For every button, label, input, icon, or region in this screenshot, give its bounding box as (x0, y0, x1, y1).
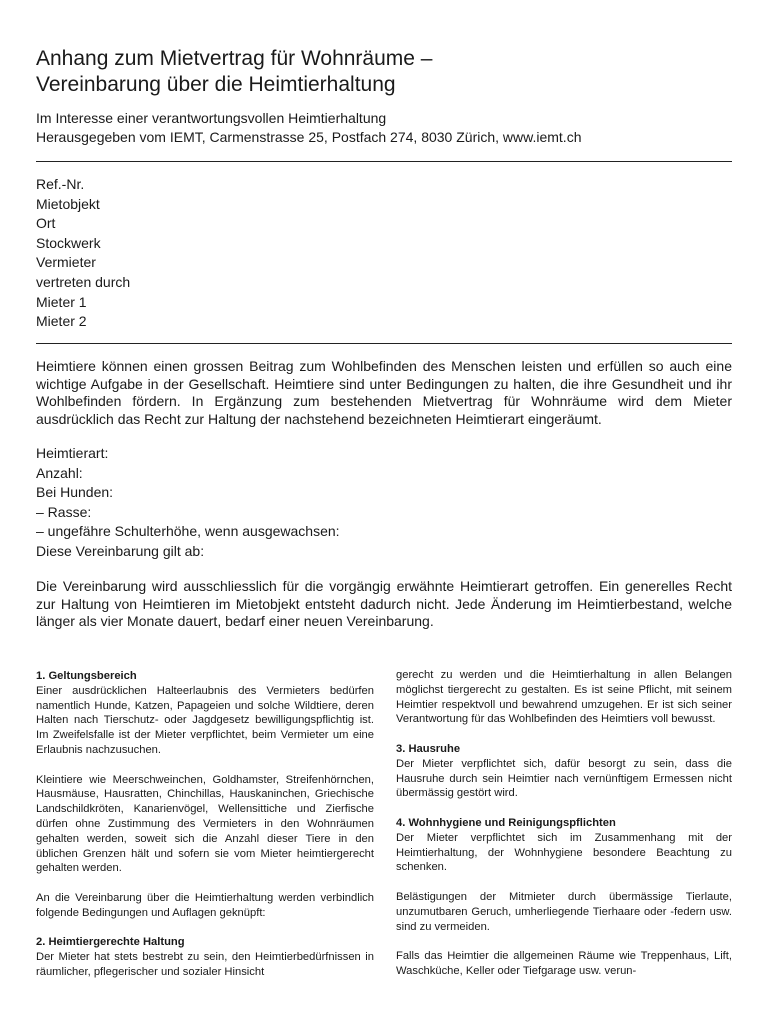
field-mieter-2: Mieter 2 (36, 313, 87, 330)
field-mieter-1: Mieter 1 (36, 293, 87, 310)
title-line-2: Vereinbarung über die Heimtierhaltung (36, 73, 396, 96)
section-1-paragraph-2: Kleintiere wie Meerschweinchen, Goldhamster, Streifenhörnchen, Hausmäuse, Hausratten, Chinchillas, Hauskaninchen, Griechische Landschildkröten, Kanarienvögel, Wellensittiche und Zierfische dürfen ohne Zustimmung des Vermieters in den Wohnräumen gehalten werden, soweit sich die Anzahl dieser Tiere in den üblichen Grenzen hält und sofern sie vom Mieter heimtiergerecht gehalten werden. (36, 773, 374, 875)
subtitle-line-1: Im Interesse einer verantwortungsvollen Heimtierhaltung (36, 110, 387, 126)
divider-middle (36, 343, 732, 344)
field-mietobjekt: Mietobjekt (36, 195, 100, 212)
document-title (36, 46, 432, 98)
section-1-heading: 1. Geltungsbereich (36, 670, 137, 682)
field-bei-hunden: Bei Hunden: (36, 484, 114, 501)
field-heimtierart: Heimtierart: (36, 445, 109, 461)
document-subtitle (36, 109, 581, 147)
field-ref-nr: Ref.-Nr. (36, 176, 85, 192)
contract-fields (36, 175, 130, 332)
field-stockwerk: Stockwerk (36, 234, 101, 251)
section-4-paragraph-3: Falls das Heimtier die allgemeinen Räume wie Treppenhaus, Lift, Waschküche, Keller oder Tiefgarage usw. verun- (396, 950, 732, 977)
title-line-1: Anhang zum Mietvertrag für Wohnräume – (36, 47, 433, 70)
terms-column-right (396, 668, 732, 994)
intro-paragraph: Heimtiere können einen grossen Beitrag zum Wohlbefinden des Menschen leisten und erfüllen so auch eine wichtige Aufgabe in der Gesellschaft. Heimtiere sind unter Bedingungen zu halten, die ihre Gesundheit und ihr Wohlbefinden fördern. In Ergänzung zum bestehenden Mietvertrag für Wohnräume wird dem Mieter ausdrücklich das Recht zur Haltung der nachstehend bezeichneten Heimtierart eingeräumt. (36, 358, 732, 427)
section-4-heading: 4. Wohnhygiene und Reinigungspflichten (396, 816, 616, 829)
field-rasse: – Rasse: (36, 503, 92, 520)
section-3-heading: 3. Hausruhe (396, 742, 461, 755)
field-schulterhoehe: – ungefähre Schulterhöhe, wenn ausgewachsen: (36, 523, 340, 540)
publisher-line: Herausgegeben vom IEMT, Carmenstrasse 25, Postfach 274, 8030 Zürich, www.iemt.ch (36, 129, 582, 145)
field-gilt-ab: Diese Vereinbarung gilt ab: (36, 542, 205, 559)
field-ort: Ort (36, 215, 56, 232)
divider-top (36, 161, 732, 162)
scope-paragraph: Die Vereinbarung wird ausschliesslich für die vorgängig erwähnte Heimtierart getroffen. Ein generelles Recht zur Haltung von Heimtieren im Mietobjekt entsteht dadurch nicht. Jede Änderung im Heimtierbestand, welche länger als vier Monate dauert, bedarf einer neuen Vereinbarung. (36, 578, 732, 629)
field-vermieter: Vermieter (36, 254, 96, 271)
section-2-heading: 2. Heimtiergerechte Haltung (36, 936, 185, 949)
section-2-paragraph-1-start: Der Mieter hat stets bestrebt zu sein, den Heimtierbedürfnissen in räumlicher, pflegerischer und sozialer Hinsicht (36, 951, 374, 978)
section-1-paragraph-3: An die Vereinbarung über die Heimtierhaltung werden verbindlich folgende Bedingungen und Auflagen geknüpft: (36, 891, 374, 919)
section-4-paragraph-1: Der Mieter verpflichtet sich im Zusammenhang mit der Heimtierhaltung, der Wohnhygiene besondere Beachtung zu schenken. (396, 831, 732, 874)
pet-fields (36, 444, 340, 562)
section-2-paragraph-1-continued: gerecht zu werden und die Heimtierhaltung in allen Belangen möglichst tiergerecht zu gestalten. Es ist seine Pflicht, mit seinem Heimtier respektvoll und bewahrend umzugehen. Er ist sich seiner Verantwortung für das Wohlbefinden des Heimtiers voll bewusst. (396, 669, 732, 726)
section-4-paragraph-2: Belästigungen der Mitmieter durch übermässige Tierlaute, unzumutbaren Geruch, umherliegende Tierhaare oder -federn usw. sind zu vermeiden. (396, 890, 732, 933)
field-vertreten-durch: vertreten durch (36, 273, 131, 290)
terms-column-left (36, 669, 374, 995)
section-3-paragraph-1: Der Mieter verpflichtet sich, dafür besorgt zu sein, dass die Hausruhe durch sein Heimtier nach vernünftigem Ermessen nicht übermässig gestört wird. (396, 757, 732, 800)
field-anzahl: Anzahl: (36, 464, 83, 481)
section-1-paragraph-1: Einer ausdrücklichen Halteerlaubnis des Vermieters bedürfen namentlich Hunde, Katzen, Papageien und solche Wildtiere, deren Halten nach Tierschutz- oder Jagdgesetz bewilligungspflichtig ist. Im Zweifelsfalle ist der Mieter verpflichtet, beim Vermieter um eine Erlaubnis nachzusuchen. (36, 684, 374, 756)
